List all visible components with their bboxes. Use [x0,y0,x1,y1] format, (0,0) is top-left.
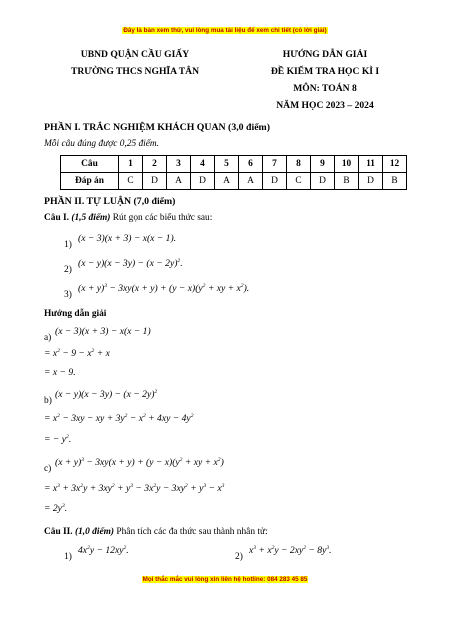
question-2-points: (1,0 điểm) [75,527,115,537]
solution-label: a) [44,333,52,343]
expression: (x − 3)(x + 3) − x(x − 1). [78,233,177,244]
question-1-item-label: 2) [64,265,72,275]
subject: MÔN: TOÁN 8 [293,83,357,94]
expression: $(x - y)(x - 3y) - (x - 2y)^2$. [78,258,183,270]
answer-cell: B [335,173,359,190]
school-name: TRƯỜNG THCS NGHĨA TÂN [70,66,200,77]
expression: = $2y^3$. [44,503,68,515]
expression: = − $y^2$. [44,434,72,446]
question-2-prompt: Phân tích các đa thức sau thành nhân tử: [116,527,268,537]
answer-cell: D [359,173,383,190]
solution-label: c) [44,464,52,474]
question-number-cell: 8 [287,156,311,173]
answer-cell: A [215,173,239,190]
expression: $x^3 + x^2y - 2xy^2 - 8y^3$. [249,545,332,557]
solution-title: Hướng dẫn giải [44,309,107,319]
answer-cell: A [167,173,191,190]
doc-type: HƯỚNG DẪN GIẢI [282,49,368,60]
expression: $(x + y)^3 - 3xy(x + y) + (y - x)(y^2$ + xy + $x^2$). [78,283,250,295]
answer-table [60,155,407,190]
hotline-banner [0,576,450,583]
exam-header [240,46,410,114]
answer-cell: A [239,173,263,190]
question-number-cell: 5 [215,156,239,173]
question-2-heading [44,527,268,537]
question-number-cell: 10 [335,156,359,173]
question-number-cell: 11 [359,156,383,173]
question-2-item-label: 1) [64,552,72,562]
question-1-prompt: Rút gọn các biểu thức sau: [112,213,213,223]
part2-title: PHẦN II. TỰ LUẬN (7,0 điểm) [44,196,176,207]
part1-note: Mỗi câu đúng được 0,25 điểm. [44,139,160,149]
expression: = $x^2 - 9 - x^2 + x$ [44,348,110,360]
question-1-points: (1,5 điểm) [71,213,111,223]
answer-cell: D [311,173,335,190]
question-label-cell: Câu [61,156,119,173]
expression: $4x^2y - 12xy^2$. [78,545,129,557]
question-number-cell: 9 [311,156,335,173]
expression: = $x^2 - 3xy$ − xy + $3y^2 - x^2 + 4xy - 4y^2$ [44,413,194,425]
question-number-cell: 12 [383,156,407,173]
answer-table-answer-row [61,173,407,190]
solution-label: b) [44,396,52,406]
question-1-item-label: 1) [64,240,72,250]
answer-cell: D [143,173,167,190]
expression: (x − 3)(x + 3) − x(x − 1) [55,326,151,337]
answer-cell: C [287,173,311,190]
expression: = $x^3 + 3x^2y + 3xy^2 + y^3 - 3x^2y - 3xy^2 + y^3 - x^3$ [44,483,225,495]
expression: = x − 9. [44,367,76,378]
answer-cell: B [383,173,407,190]
part1-title: PHẦN I. TRẮC NGHIỆM KHÁCH QUAN (3,0 điểm) [44,122,270,133]
question-2-item-label: 2) [235,552,243,562]
expression: $(x - y)(x - 3y) - (x - 2y)^2$ [55,389,158,401]
answer-cell: D [191,173,215,190]
question-1-label: Câu I. [44,213,70,223]
question-number-cell: 4 [191,156,215,173]
preview-banner [0,27,450,34]
answer-label-cell: Đáp án [61,173,119,190]
question-1-item-label: 3) [64,290,72,300]
answer-cell: C [119,173,143,190]
answer-table-header-row [61,156,407,173]
question-number-cell: 1 [119,156,143,173]
preview-banner-text: Đây là bản xem thử, vui lòng mua tài liệu để xem chi tiết (có lời giải) [123,27,327,34]
answer-cell: D [263,173,287,190]
question-2-label: Câu II. [44,527,73,537]
district-name: UBND QUẬN CẦU GIẤY [80,49,190,60]
school-year: NĂM HỌC 2023 – 2024 [276,100,374,111]
school-header [55,46,215,80]
question-1-heading [44,213,212,223]
question-number-cell: 6 [239,156,263,173]
question-number-cell: 2 [143,156,167,173]
question-number-cell: 3 [167,156,191,173]
question-number-cell: 7 [263,156,287,173]
exam-title: ĐỀ KIỂM TRA HỌC KÌ I [270,66,380,77]
hotline-banner-text: Mọi thắc mắc vui lòng xin liên hệ hotline: 084 283 45 85 [142,576,308,583]
expression: $(x + y)^3 - 3xy(x + y) + (y - x)(y^2$ + xy + $x^2$) [55,457,224,469]
